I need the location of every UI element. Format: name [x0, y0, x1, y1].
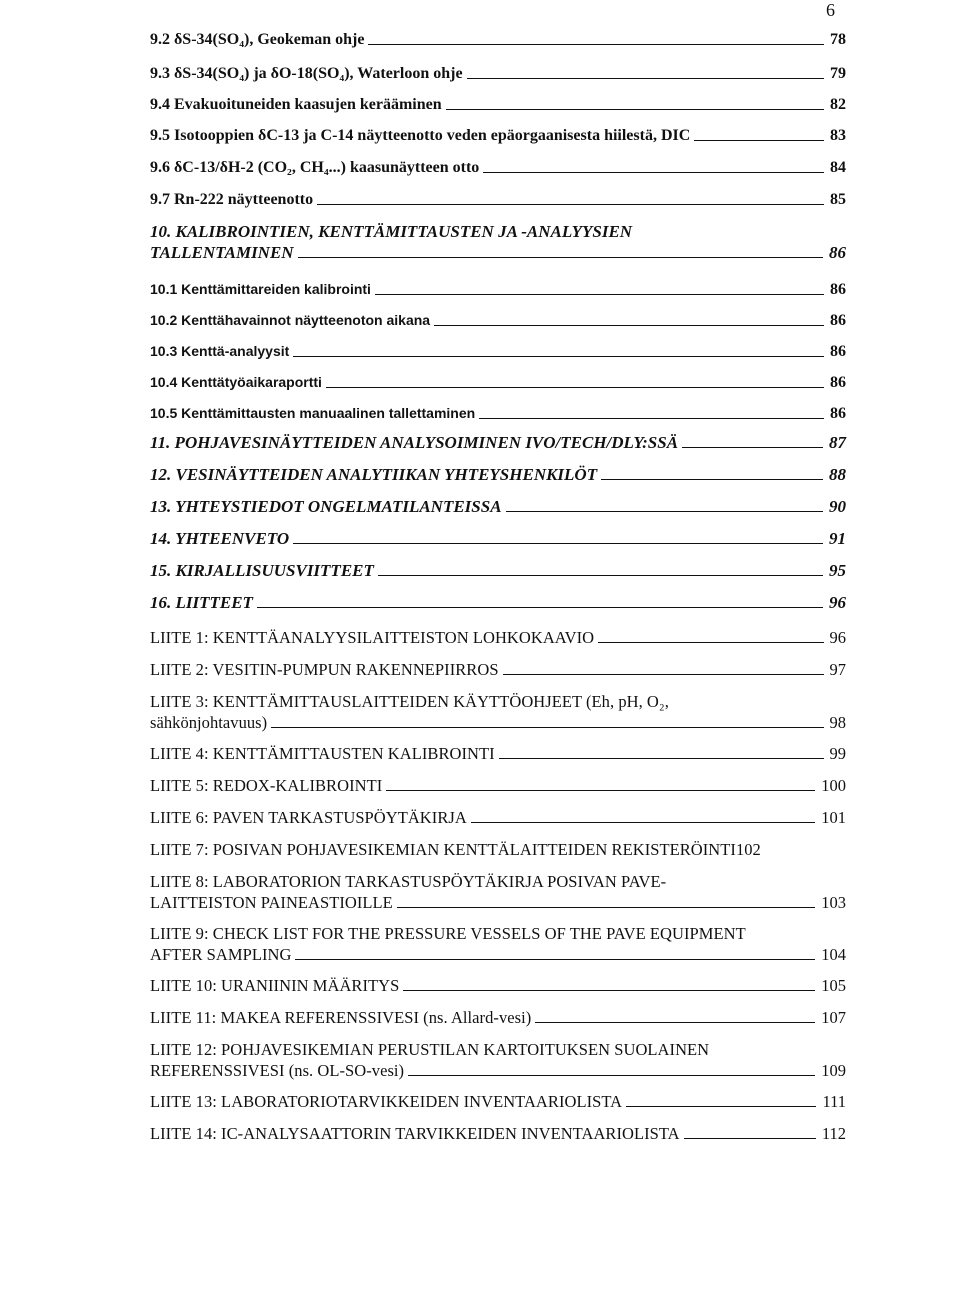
- toc-entry-title: 9.2 δS-34(SO₄), Geokeman ohje: [150, 31, 365, 48]
- leader-line: [397, 907, 815, 908]
- toc-entry-title: 10.1 Kenttämittareiden kalibrointi: [150, 281, 371, 297]
- toc-page-number: 97: [829, 660, 846, 679]
- toc-entry: [150, 342, 846, 361]
- toc-entry: [150, 744, 846, 763]
- toc-page-number: 96: [829, 628, 846, 647]
- toc-page-number: 87: [829, 433, 846, 452]
- toc-page-number: 112: [821, 1124, 846, 1143]
- leader-line: [503, 674, 824, 675]
- toc-page-number: 86: [830, 312, 846, 329]
- toc-entry: [150, 976, 846, 995]
- toc-page-number: 86: [830, 343, 846, 360]
- toc-entry-title: 15. KIRJALLISUUSVIITTEET: [150, 561, 374, 580]
- toc-page-number: 86: [829, 243, 846, 262]
- leader-line: [535, 1022, 815, 1023]
- toc-entry-title: LIITE 4: KENTTÄMITTAUSTEN KALIBROINTI: [150, 744, 495, 763]
- leader-line: [601, 479, 823, 480]
- toc-entry-title: 9.5 Isotooppien δC-13 ja C-14 näytteenotto veden epäorgaanisesta hiilestä, DIC: [150, 127, 691, 144]
- leader-line: [408, 1075, 815, 1076]
- leader-line: [271, 727, 823, 728]
- toc-entry: [150, 529, 846, 548]
- toc-entry: [150, 660, 846, 679]
- toc-entry-title: 10.4 Kenttätyöaikaraportti: [150, 374, 322, 390]
- leader-line: [434, 325, 824, 326]
- toc-entry-title: LIITE 5: REDOX-KALIBROINTI: [150, 776, 383, 795]
- toc-entry: [150, 311, 846, 330]
- toc-entry-title: 10. KALIBROINTIEN, KENTTÄMITTAUSTEN JA -ANALYYSIEN: [150, 222, 633, 241]
- toc-page-number: 109: [821, 1061, 846, 1080]
- toc-page-number: 96: [829, 593, 846, 612]
- leader-line: [483, 172, 824, 173]
- leader-line: [403, 990, 815, 991]
- toc-entry: [150, 64, 846, 83]
- leader-line: [506, 511, 823, 512]
- toc-page-number: 83: [830, 127, 846, 144]
- toc-entry-title: LIITE 10: URANIININ MÄÄRITYS: [150, 976, 400, 995]
- toc-entry: [150, 872, 846, 912]
- leader-line: [295, 959, 815, 960]
- toc-page-number: 86: [830, 281, 846, 298]
- toc-page-number: 86: [830, 374, 846, 391]
- toc-entry-title: LIITE 9: CHECK LIST FOR THE PRESSURE VESSELS OF THE PAVE EQUIPMENT: [150, 924, 746, 943]
- toc-entry-title: 16. LIITTEET: [150, 593, 253, 612]
- toc-page-number: 84: [830, 159, 846, 176]
- toc-entry-title: 11. POHJAVESINÄYTTEIDEN ANALYSOIMINEN IVO/TECH/DLY:SSÄ: [150, 433, 679, 452]
- toc-page-number: 95: [829, 561, 846, 580]
- leader-line: [684, 1138, 816, 1139]
- toc-entry-title: 12. VESINÄYTTEIDEN ANALYTIIKAN YHTEYSHENKILÖT: [150, 465, 598, 484]
- toc-entry: [150, 373, 846, 392]
- toc-entry-title: LIITE 14: IC-ANALYSAATTORIN TARVIKKEIDEN INVENTAARIOLISTA: [150, 1124, 680, 1143]
- toc-page-number: 105: [821, 976, 846, 995]
- page-number: 6: [826, 0, 835, 20]
- toc-entry-title: LIITE 6: PAVEN TARKASTUSPÖYTÄKIRJA: [150, 808, 467, 827]
- toc-page-number: 79: [830, 65, 846, 82]
- toc-page-number: 85: [830, 191, 846, 208]
- toc-page-number: 102: [735, 840, 761, 859]
- toc-entry: [150, 1092, 846, 1111]
- toc-entry-title: LIITE 3: KENTTÄMITTAUSLAITTEIDEN KÄYTTÖOHJEET (Eh, pH, O₂,: [150, 692, 669, 711]
- leader-line: [682, 447, 823, 448]
- leader-line: [293, 543, 823, 544]
- toc-entry-title: 10.3 Kenttä-analyysit: [150, 343, 290, 359]
- leader-line: [479, 418, 824, 419]
- toc-page-number: 91: [829, 529, 846, 548]
- toc-entry-title: 9.3 δS-34(SO₄) ja δO-18(SO₄), Waterloon ohje: [150, 65, 463, 82]
- toc-entry-title: 10.2 Kenttähavainnot näytteenoton aikana: [150, 312, 431, 328]
- toc-entry: [150, 433, 846, 452]
- toc-page-number: 111: [822, 1092, 846, 1111]
- toc-entry: [150, 776, 846, 795]
- toc-entry-title: 9.7 Rn-222 näytteenotto: [150, 191, 314, 208]
- leader-line: [368, 44, 824, 45]
- toc-entry: [150, 126, 846, 145]
- leader-line: [326, 387, 824, 388]
- toc-page-number: 88: [829, 465, 846, 484]
- leader-line: [499, 758, 824, 759]
- toc-entry: [150, 95, 846, 114]
- toc-page-number: 107: [821, 1008, 846, 1027]
- toc-page-number: 90: [829, 497, 846, 516]
- toc-entry-title: sähkönjohtavuus): [150, 713, 268, 732]
- toc-entry: [150, 593, 846, 612]
- toc-entry-title: 9.6 δC-13/δH-2 (CO₂, CH₄...) kaasunäytteen otto: [150, 159, 480, 176]
- leader-line: [293, 356, 824, 357]
- toc-entry: [150, 1008, 846, 1027]
- toc-entry-title: LIITE 13: LABORATORIOTARVIKKEIDEN INVENTAARIOLISTA: [150, 1092, 623, 1111]
- leader-line: [598, 642, 823, 643]
- toc-entry: [150, 561, 846, 580]
- toc-entry: [150, 404, 846, 423]
- toc-page-number: 99: [829, 744, 846, 763]
- toc-entry-title: TALLENTAMINEN: [150, 243, 294, 262]
- toc-entry-title: LIITE 11: MAKEA REFERENSSIVESI (ns. Allard-vesi): [150, 1008, 532, 1027]
- toc-page-number: 98: [829, 713, 846, 732]
- toc-entry-title: 13. YHTEYSTIEDOT ONGELMATILANTEISSA: [150, 497, 502, 516]
- toc-entry-title: REFERENSSIVESI (ns. OL-SO-vesi): [150, 1061, 405, 1080]
- toc-entry: [150, 840, 846, 859]
- toc-page-number: 82: [830, 96, 846, 113]
- toc-entry-title: LAITTEISTON PAINEASTIOILLE: [150, 893, 393, 912]
- toc-entry: [150, 628, 846, 647]
- toc-page-number: 103: [821, 893, 846, 912]
- toc-page-number: 78: [830, 31, 846, 48]
- leader-line: [467, 78, 824, 79]
- toc-entry-title: 14. YHTEENVETO: [150, 529, 290, 548]
- leader-line: [298, 257, 823, 258]
- toc-entry-title: LIITE 12: POHJAVESIKEMIAN PERUSTILAN KARTOITUKSEN SUOLAINEN: [150, 1040, 710, 1059]
- toc-entry: [150, 1040, 846, 1080]
- leader-line: [375, 294, 824, 295]
- leader-line: [386, 790, 815, 791]
- toc-entry-title: LIITE 7: POSIVAN POHJAVESIKEMIAN KENTTÄLAITTEIDEN REKISTERÖINTI: [150, 840, 736, 859]
- leader-line: [446, 109, 824, 110]
- toc-page-number: 101: [821, 808, 846, 827]
- leader-line: [694, 140, 824, 141]
- toc-entry: [150, 190, 846, 209]
- leader-line: [378, 575, 823, 576]
- leader-line: [257, 607, 823, 608]
- toc-entry: [150, 222, 846, 262]
- toc-entry: [150, 158, 846, 177]
- toc-entry: [150, 808, 846, 827]
- toc-entry-title: LIITE 8: LABORATORION TARKASTUSPÖYTÄKIRJA POSIVAN PAVE-: [150, 872, 667, 891]
- toc-entry-title: LIITE 2: VESITIN-PUMPUN RAKENNEPIIRROS: [150, 660, 499, 679]
- leader-line: [471, 822, 815, 823]
- toc-entry-title: 9.4 Evakuoituneiden kaasujen kerääminen: [150, 96, 442, 113]
- toc-entry: [150, 924, 846, 964]
- toc-entry: [150, 280, 846, 299]
- toc-entry-title: LIITE 1: KENTTÄANALYYSILAITTEISTON LOHKOKAAVIO: [150, 628, 595, 647]
- toc-entry: [150, 692, 846, 732]
- toc-page-number: 86: [830, 405, 846, 422]
- toc-entry: [150, 1124, 846, 1143]
- toc-entry-title: 10.5 Kenttämittausten manuaalinen tallettaminen: [150, 405, 476, 421]
- toc-page-number: 100: [821, 776, 846, 795]
- toc-entry: [150, 465, 846, 484]
- toc-entry: [150, 30, 846, 49]
- toc-entry: [150, 497, 846, 516]
- leader-line: [317, 204, 824, 205]
- leader-line: [626, 1106, 816, 1107]
- toc-entry-title: AFTER SAMPLING: [150, 945, 292, 964]
- toc-page-number: 104: [821, 945, 846, 964]
